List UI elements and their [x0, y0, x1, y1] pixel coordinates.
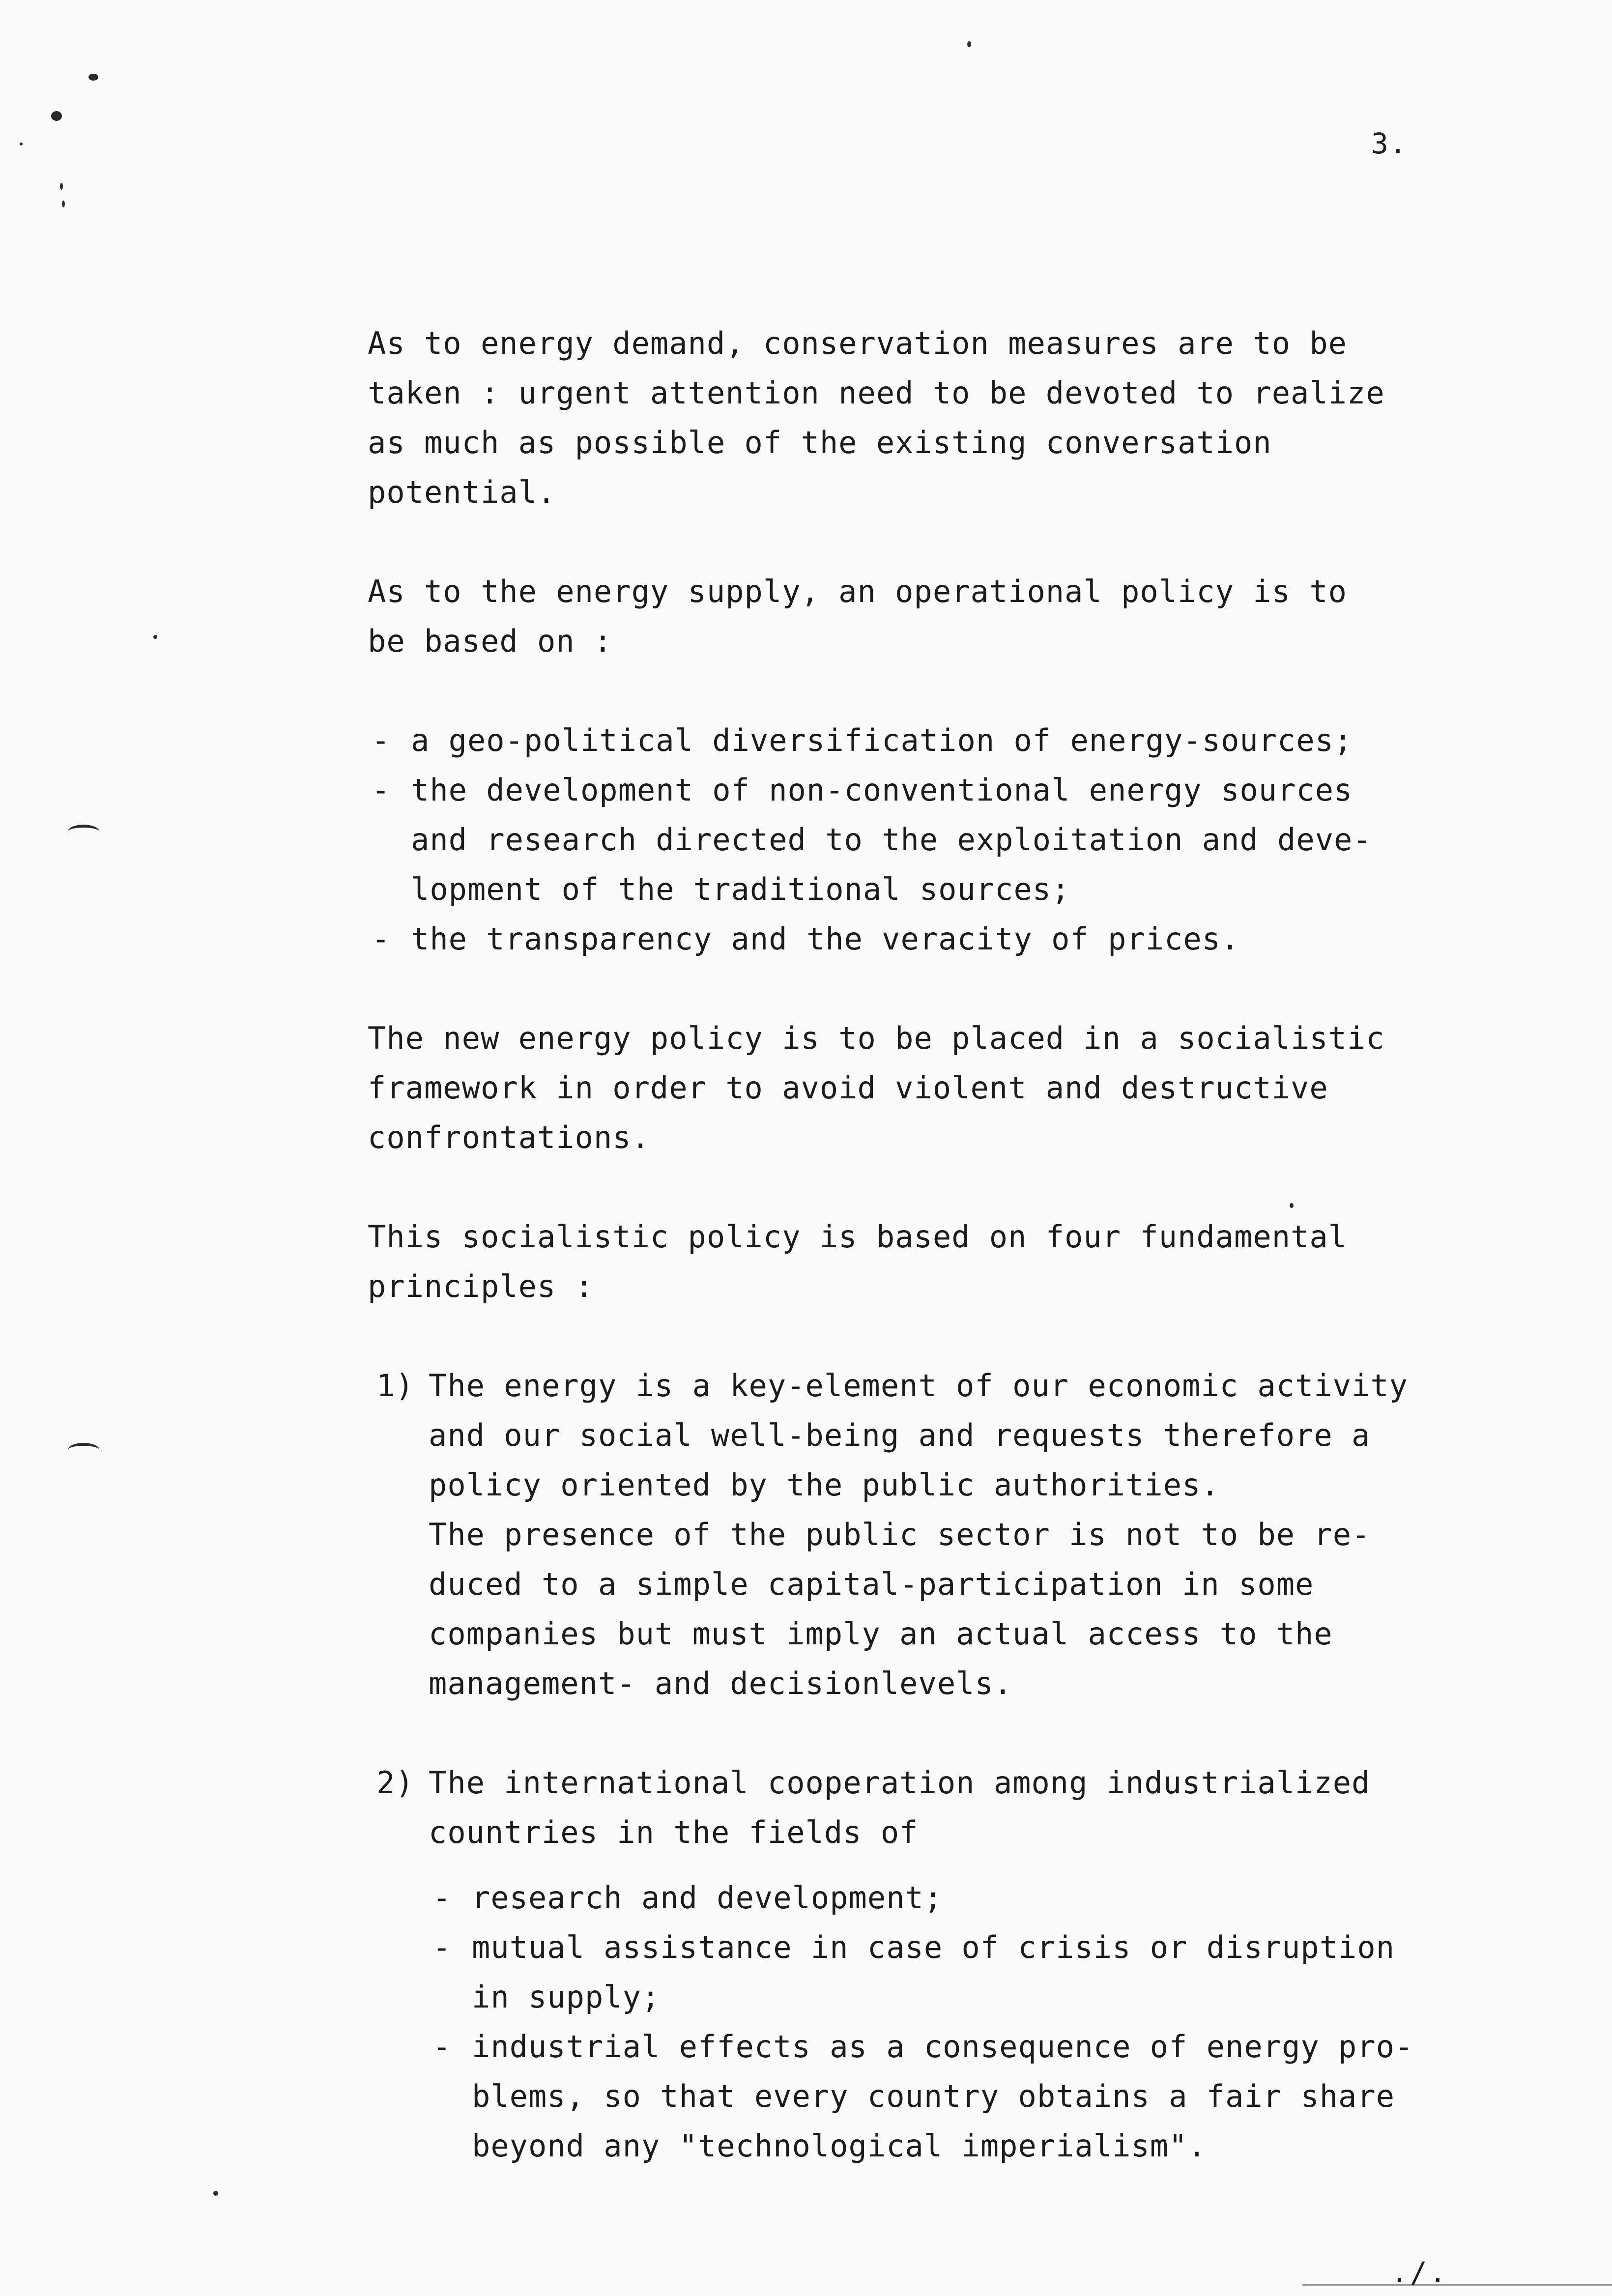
scan-speck — [967, 41, 971, 47]
scan-speck — [153, 635, 157, 639]
scan-speck — [51, 111, 62, 121]
scan-speck — [213, 2191, 218, 2196]
continuation-mark: ./. — [1391, 2256, 1448, 2289]
scan-speck — [88, 74, 98, 81]
principle-text: The international cooperation among industrialized countries in the fields of — [429, 1765, 1371, 1850]
scan-mark — [68, 1443, 99, 1457]
scan-edge-line — [1302, 2284, 1612, 2286]
list-item: - the development of non-conventional energy sources and research directed to the exploitation and deve- lopment of the traditional sources; — [368, 765, 1508, 914]
principle-item-2 — [368, 1758, 1508, 2171]
body-text — [368, 318, 1508, 2220]
supply-bullet-list — [368, 716, 1508, 964]
list-item: - industrial effects as a consequence of energy pro- blems, so that every country obtains a fair share beyond any "technological imperialism". — [429, 2022, 1508, 2171]
list-item: - the transparency and the veracity of prices. — [368, 914, 1508, 964]
socialistic-framework-paragraph: The new energy policy is to be placed in a socialistic framework in order to avoid violent and destructive confrontations. — [368, 1020, 1385, 1155]
principles-intro: This socialistic policy is based on four fundamental principles : — [368, 1219, 1348, 1304]
principles-list — [368, 1361, 1508, 2171]
principle-text: The energy is a key-element of our economic activity and our social well-being and requests therefore a policy oriented by the public authorities. The presence of the public sector is not to be re- duced to a simple capital-participation in some companies but must imply an actual access to the management- and decisionlevels. — [429, 1368, 1409, 1701]
scan-speck — [60, 183, 63, 190]
principle-item-1 — [368, 1361, 1508, 1708]
cooperation-fields-list — [429, 1873, 1508, 2171]
scan-speck — [62, 201, 65, 207]
energy-demand-paragraph: As to energy demand, conservation measures are to be taken : urgent attention need to be devoted to realize as much as possible of the existing conversation potential. — [368, 325, 1385, 510]
scan-mark — [68, 825, 99, 838]
energy-supply-intro: As to the energy supply, an operational policy is to be based on : — [368, 574, 1348, 659]
list-item: - research and development; — [429, 1873, 1508, 1923]
list-item: - a geo-political diversification of energy-sources; — [368, 716, 1508, 765]
list-item: - mutual assistance in case of crisis or disruption in supply; — [429, 1923, 1508, 2022]
page-number: 3. — [1371, 127, 1408, 160]
scan-speck — [20, 143, 23, 145]
principle-marker: 1) — [376, 1368, 414, 1404]
principle-marker: 2) — [376, 1765, 414, 1801]
